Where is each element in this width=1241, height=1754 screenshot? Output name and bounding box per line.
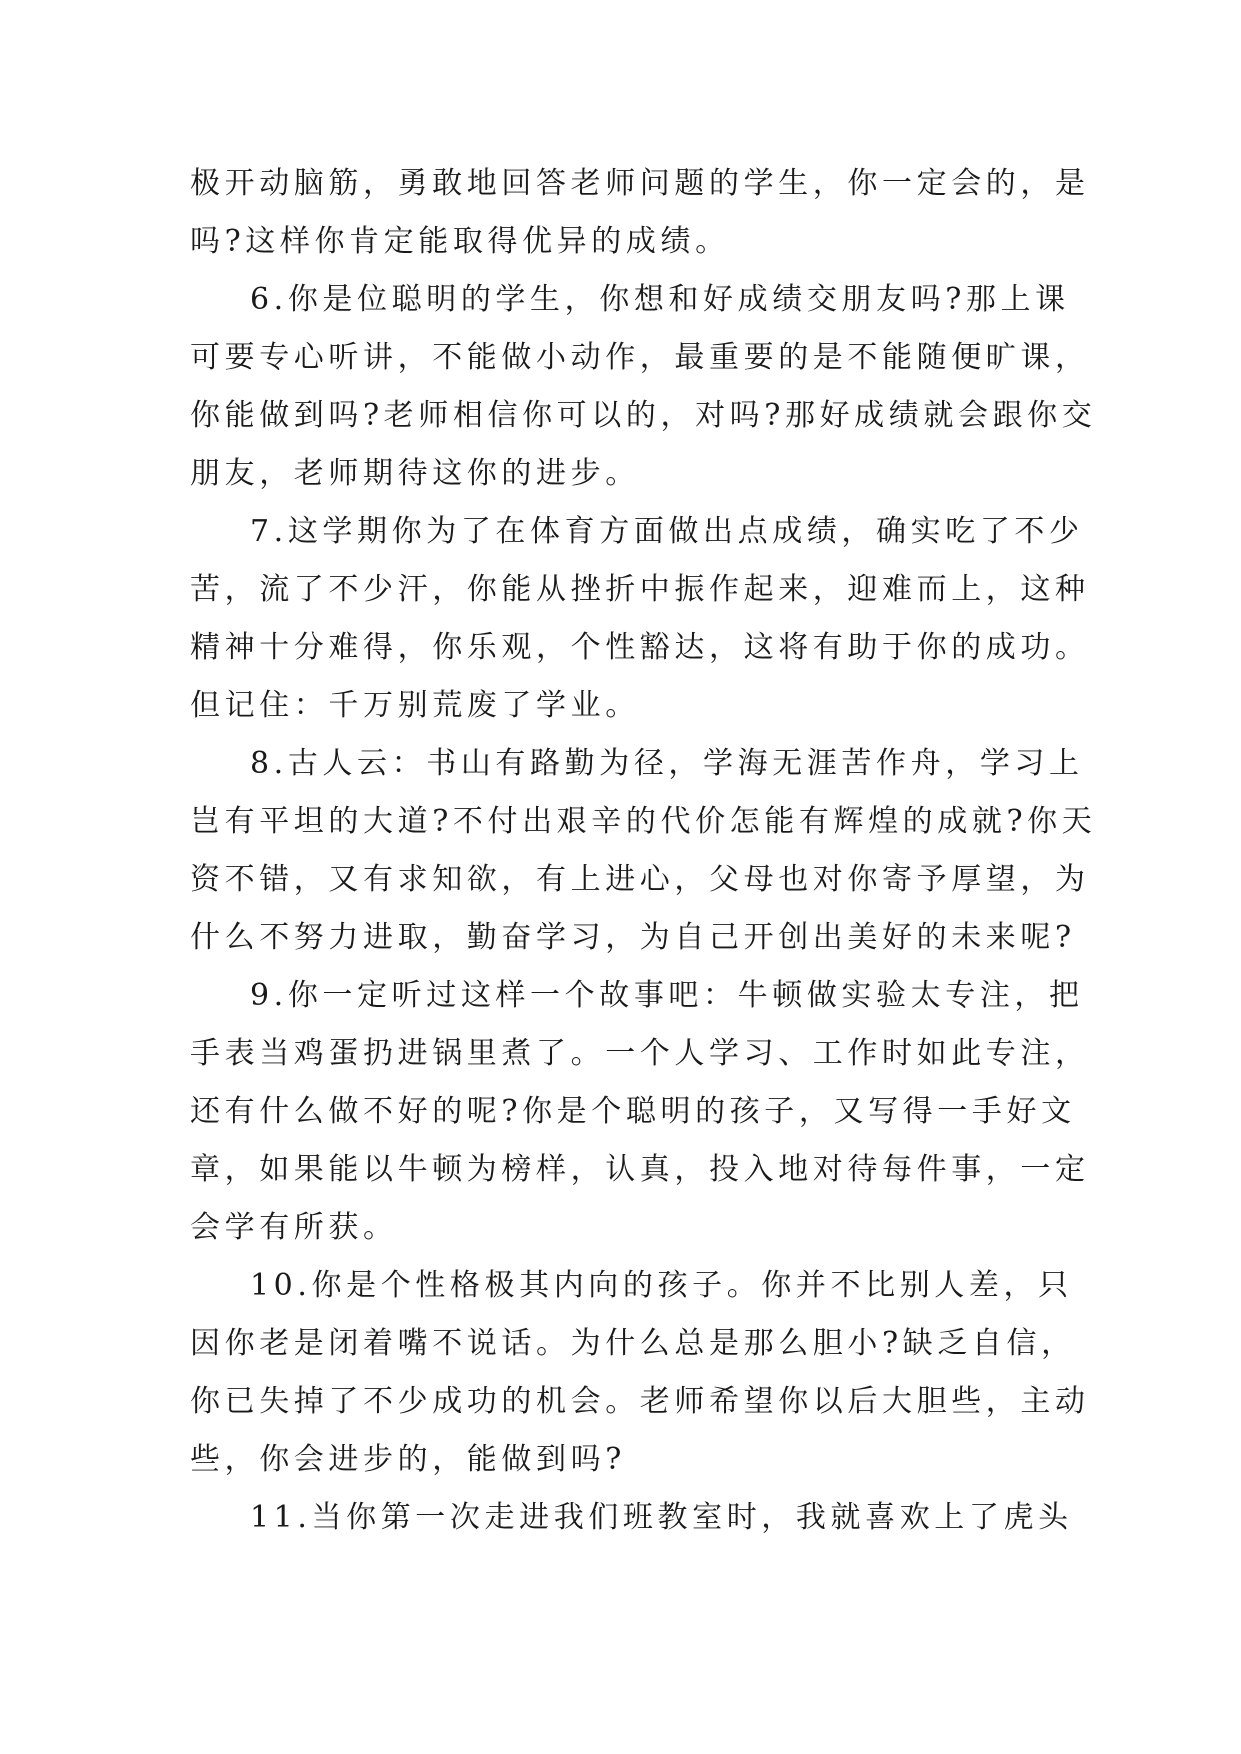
text-line: 朋友，老师期待这你的进步。 xyxy=(190,456,640,491)
text-line: 你能做到吗?老师相信你可以的，对吗?那好成绩就会跟你交 xyxy=(190,398,1097,433)
document-body xyxy=(190,155,1097,1547)
text-line: 会学有所获。 xyxy=(190,1210,398,1245)
text-line: 资不错，又有求知欲，有上进心，父母也对你寄予厚望，为 xyxy=(190,862,1090,897)
text-line: 什么不努力进取，勤奋学习，为自己开创出美好的未来呢? xyxy=(190,920,1076,955)
paragraph-10-first-line: 10.你是个性格极其内向的孩子。你并不比别人差，只 xyxy=(250,1268,1073,1303)
text-line: 精神十分难得，你乐观，个性豁达，这将有助于你的成功。 xyxy=(190,630,1090,665)
text-line: 手表当鸡蛋扔进锅里煮了。一个人学习、工作时如此专注， xyxy=(190,1036,1090,1071)
paragraph-7-first-line: 7.这学期你为了在体育方面做出点成绩，确实吃了不少 xyxy=(250,514,1084,549)
paragraph-6-first-line: 6.你是位聪明的学生，你想和好成绩交朋友吗?那上课 xyxy=(250,282,1070,317)
text-line: 章，如果能以牛顿为榜样，认真，投入地对待每件事，一定 xyxy=(190,1152,1090,1187)
paragraph-9-first-line: 9.你一定听过这样一个故事吧：牛顿做实验太专注，把 xyxy=(250,978,1084,1013)
text-line: 因你老是闭着嘴不说话。为什么总是那么胆小?缺乏自信， xyxy=(190,1326,1076,1361)
text-line: 吗?这样你肯定能取得优异的成绩。 xyxy=(190,224,730,259)
text-line: 你已失掉了不少成功的机会。老师希望你以后大胆些，主动 xyxy=(190,1384,1090,1419)
paragraph-8-first-line: 8.古人云：书山有路勤为径，学海无涯苦作舟，学习上 xyxy=(250,746,1084,781)
text-line: 还有什么做不好的呢?你是个聪明的孩子，又写得一手好文 xyxy=(190,1094,1076,1129)
text-line: 些，你会进步的，能做到吗? xyxy=(190,1442,626,1477)
text-line: 岂有平坦的大道?不付出艰辛的代价怎能有辉煌的成就?你天 xyxy=(190,804,1097,839)
text-line: 苦，流了不少汗，你能从挫折中振作起来，迎难而上，这种 xyxy=(190,572,1090,607)
paragraph-11-first-line: 11.当你第一次走进我们班教室时，我就喜欢上了虎头 xyxy=(250,1500,1073,1535)
text-line: 但记住：千万别荒废了学业。 xyxy=(190,688,640,723)
text-line: 极开动脑筋，勇敢地回答老师问题的学生，你一定会的，是 xyxy=(190,166,1090,201)
text-line: 可要专心听讲，不能做小动作，最重要的是不能随便旷课， xyxy=(190,340,1090,375)
